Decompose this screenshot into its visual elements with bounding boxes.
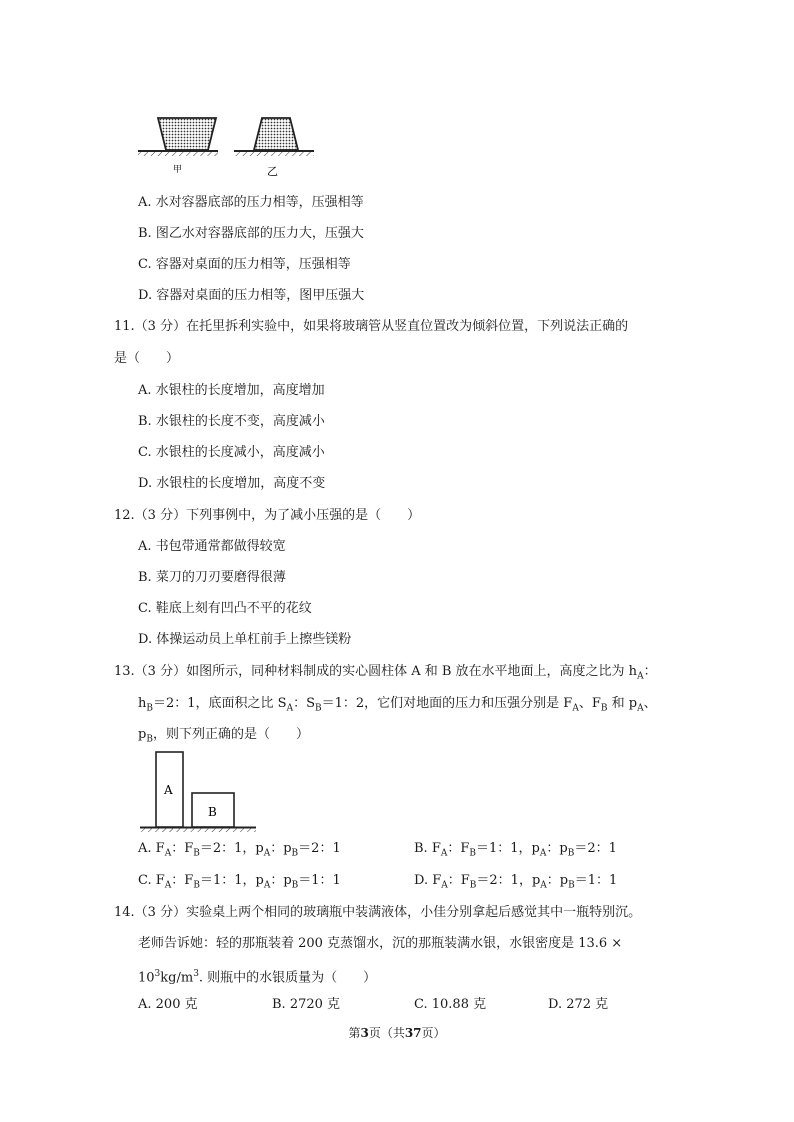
q13-option-b[interactable]: B. $F_A$：$F_B=1$：1，$p_A$：$p_B=2$：1 xyxy=(414,841,617,859)
q14-stem-line3: $10^3kg/m^3$. 则瓶中的水银质量为（ ） xyxy=(138,969,377,986)
container-yi xyxy=(234,118,314,156)
cylinder-figure xyxy=(138,750,260,832)
q12-option-c[interactable]: C. 鞋底上刻有凹凸不平的花纹 xyxy=(138,601,312,616)
q11-option-a[interactable]: A. 水银柱的长度增加，高度增加 xyxy=(138,383,325,398)
q11-option-d[interactable]: D. 水银柱的长度增加，高度不变 xyxy=(138,476,326,491)
q14-stem-line1: 14.（3 分）实验桌上两个相同的玻璃瓶中装满液体，小佳分别拿起后感觉其中一瓶特别沉。 xyxy=(114,905,642,920)
cylinder-b-label: B xyxy=(208,805,217,819)
q14-option-b[interactable]: B. 2720 克 xyxy=(272,997,341,1012)
q12-option-d[interactable]: D. 体操运动员上单杠前手上擦些镁粉 xyxy=(138,632,352,647)
label-yi: 乙 xyxy=(267,165,278,178)
q14-stem-line2: 老师告诉她：轻的那瓶装着 200 克蒸馏水，沉的那瓶装满水银，水银密度是 13.6 × xyxy=(138,936,623,951)
q13-option-d[interactable]: D. $F_A$：$F_B=2$：1，$p_A$：$p_B=1$：1 xyxy=(414,873,618,891)
q10-option-b[interactable]: B. 图乙水对容器底部的压力大，压强大 xyxy=(138,226,364,241)
q11-option-b[interactable]: B. 水银柱的长度不变，高度减小 xyxy=(138,414,325,429)
page-number: 3 xyxy=(360,1026,369,1040)
q13-stem-line3: $p_B$，则下列正确的是（ ） xyxy=(138,727,309,745)
q10-option-a[interactable]: A. 水对容器底部的压力相等，压强相等 xyxy=(138,195,364,210)
container-figure xyxy=(138,112,328,180)
q13-option-c[interactable]: C. $F_A$：$F_B=1$：1，$p_A$：$p_B=1$：1 xyxy=(138,873,341,891)
page-footer: 第3页（共37页） xyxy=(348,1026,446,1040)
q12-option-b[interactable]: B. 菜刀的刀刃要磨得很薄 xyxy=(138,570,286,585)
label-jia: 甲 xyxy=(173,165,183,175)
q10-option-c[interactable]: C. 容器对桌面的压力相等，压强相等 xyxy=(138,257,351,272)
q14-option-c[interactable]: C. 10.88 克 xyxy=(414,997,487,1012)
q10-option-d[interactable]: D. 容器对桌面的压力相等，图甲压强大 xyxy=(138,288,365,303)
q12-stem: 12.（3 分）下列事例中，为了减小压强的是（ ） xyxy=(114,508,421,523)
q13-stem-line2: $h_B=2$：1，底面积之比 $S_A$：$S_B=1$：2，它们对地面的压力和压强分别是 $F_A$、$F_B$ 和 $p_A$、 xyxy=(138,696,657,714)
q11-stem-line1: 11.（3 分）在托里拆利实验中，如果将玻璃管从竖直位置改为倾斜位置，下列说法正确的 xyxy=(114,319,629,334)
q13-option-a[interactable]: A. $F_A$：$F_B=2$：1，$p_A$：$p_B=2$：1 xyxy=(138,841,341,859)
page-total: 37 xyxy=(404,1026,422,1040)
q11-option-c[interactable]: C. 水银柱的长度减小，高度减小 xyxy=(138,445,325,460)
cylinder-a-label: A xyxy=(164,783,173,797)
q13-stem-line1: 13.（3 分）如图所示，同种材料制成的实心圆柱体 A 和 B 放在水平地面上，高度之比为 $h_A$： xyxy=(114,664,657,682)
container-jia xyxy=(138,118,218,156)
q14-option-a[interactable]: A. 200 克 xyxy=(138,997,198,1012)
q12-option-a[interactable]: A. 书包带通常都做得较宽 xyxy=(138,539,286,554)
q14-option-d[interactable]: D. 272 克 xyxy=(548,997,609,1012)
q11-stem-line2: 是（ ） xyxy=(114,351,180,366)
